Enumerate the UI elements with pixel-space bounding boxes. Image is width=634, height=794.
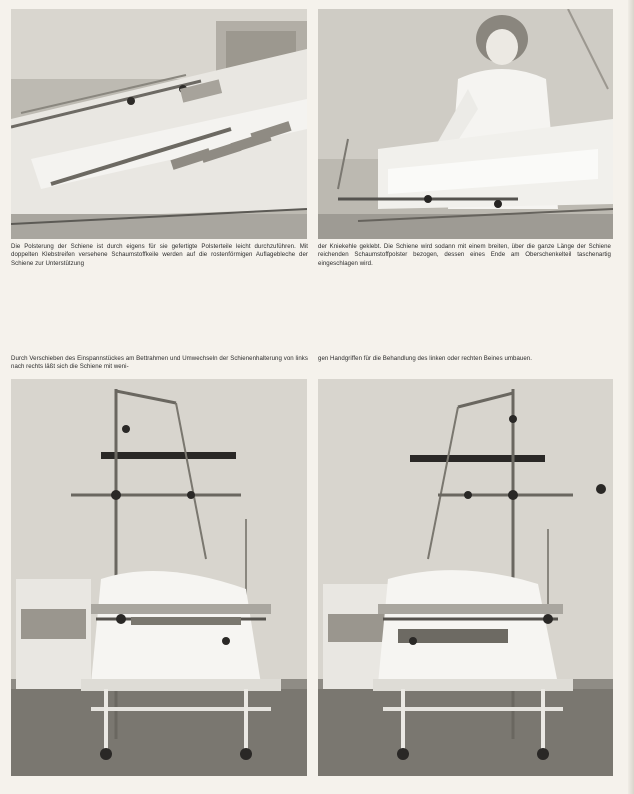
caption-bottom-left-text: Durch Verschieben des Einspannstückes am Bettrahmen und Umwechseln der Schienenhalterung von links nach rechts läßt sich die Schiene mit weni- [11,355,308,371]
splint-padding-photo [11,9,307,239]
caption-bottom-right [318,355,611,363]
caption-top-right [318,243,611,268]
caption-top-right-text: der Kniekehle geklebt. Die Schiene wird sodann mit einem breiten, über die ganze Länge der Schiene reichenden Schaumstoffpolster bezogen, dessen eines Ende am Oberschenkelteil taschenartig eingeschlagen wird. [318,243,611,267]
caption-top-left [11,243,308,268]
nurse-bed-photo [318,9,613,239]
bed-traction-frame-left-photo [11,379,307,776]
bed-traction-frame-right-photo [318,379,613,776]
caption-bottom-right-text: gen Handgriffen für die Behandlung des linken oder rechten Beines umbauen. [318,355,532,362]
page-binding-edge [628,0,634,794]
caption-bottom-left [11,355,308,372]
caption-top-left-text: Die Polsterung der Schiene ist durch eigens für sie gefertigte Polsterteile leicht durchzuführen. Mit doppelten Klebstreifen versehene Schaumstoffkeile werden auf die rostenförmigen Auflagebleche der Schiene zur Unterstützung [11,243,308,267]
